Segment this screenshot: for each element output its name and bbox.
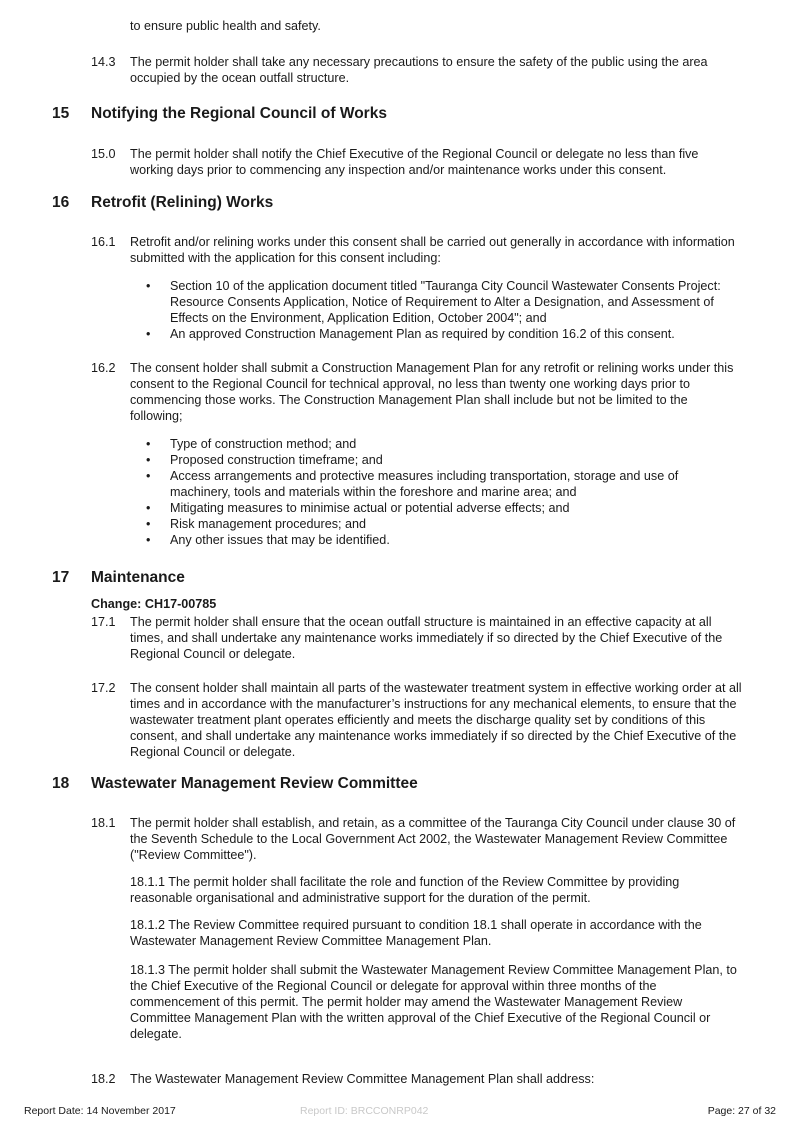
bullet-glyph: • bbox=[146, 469, 151, 483]
clause-number: 16.2 bbox=[91, 361, 116, 375]
section-heading: Wastewater Management Review Committee bbox=[91, 775, 418, 792]
clause-number: 15.0 bbox=[91, 147, 116, 161]
clause-number: 17.2 bbox=[91, 681, 116, 695]
list-item-text: Any other issues that may be identified. bbox=[170, 533, 390, 547]
section-heading: Retrofit (Relining) Works bbox=[91, 194, 274, 211]
list-item-text: Type of construction method; and bbox=[170, 437, 357, 451]
list-item-text: An approved Construction Management Plan as required by condition 16.2 of this consent. bbox=[170, 327, 675, 341]
subclause-text: 18.1.3 The permit holder shall submit the Wastewater Management Review Committee Management Plan, to the Chief Executive of the Regional Council or delegate for approval within three months of the commencement of this permit. The permit holder may amend the Wastewater Management Review Committee Management Plan with the written approval of the Chief Executive of the Regional Council or delegate. bbox=[130, 963, 737, 1041]
bullet-glyph: • bbox=[146, 327, 151, 341]
list-item-text: Access arrangements and protective measures including transportation, storage and use of machinery, tools and materials within the foreshore and marine area; and bbox=[170, 469, 679, 499]
bullet-glyph: • bbox=[146, 453, 151, 467]
bullet-glyph: • bbox=[146, 517, 151, 531]
clause-text: The consent holder shall submit a Construction Management Plan for any retrofit or relining works under this consent to the Regional Council for technical approval, no less than twenty one working days prior to commencing those works. The Construction Management Plan shall include but not be limited to the following; bbox=[130, 361, 734, 423]
bullet-list bbox=[146, 436, 726, 548]
clause-number: 17.1 bbox=[91, 615, 116, 629]
clause-text: The consent holder shall maintain all parts of the wastewater treatment system in effective working order at all times and in accordance with the manufacturer’s instructions for any mechanical elements, to ensure that the wastewater treatment plant operates efficiently and meets the discharge quality set by conditions of this consent, and shall undertake any maintenance works immediately if so directed by the Chief Executive of the Regional Council or delegate. bbox=[130, 681, 742, 759]
list-item bbox=[146, 326, 726, 342]
section-heading: Notifying the Regional Council of Works bbox=[91, 105, 387, 122]
list-item-text: Risk management procedures; and bbox=[170, 517, 367, 531]
footer-report-date: Report Date: 14 November 2017 bbox=[24, 1105, 176, 1117]
section-heading: Maintenance bbox=[91, 569, 185, 586]
list-item-text: Proposed construction timeframe; and bbox=[170, 453, 383, 467]
clause-text: Retrofit and/or relining works under this consent shall be carried out generally in accordance with information submitted with the application for this consent including: bbox=[130, 235, 735, 265]
list-item bbox=[146, 468, 726, 500]
clause-text: The permit holder shall ensure that the ocean outfall structure is maintained in an effective capacity at all times, and shall undertake any maintenance works immediately if so directed by the Chief Executive of the Regional Council or delegate. bbox=[130, 615, 723, 661]
footer-page-number: Page: 27 of 32 bbox=[707, 1105, 776, 1117]
section-number: 15 bbox=[52, 105, 70, 122]
section-number: 17 bbox=[52, 569, 70, 586]
clause-text: The Wastewater Management Review Committee Management Plan shall address: bbox=[130, 1072, 595, 1086]
clause-number: 16.1 bbox=[91, 235, 116, 249]
list-item bbox=[146, 436, 726, 452]
list-item bbox=[146, 500, 726, 516]
bullet-glyph: • bbox=[146, 533, 151, 547]
section-number: 16 bbox=[52, 194, 70, 211]
clause-text: The permit holder shall establish, and retain, as a committee of the Tauranga City Council under clause 30 of the Seventh Schedule to the Local Government Act 2002, the Wastewater Management Review Committee ("Review Committee"). bbox=[130, 816, 736, 862]
clause-text: The permit holder shall take any necessary precautions to ensure the safety of the public using the area occupied by the ocean outfall structure. bbox=[130, 55, 708, 85]
bullet-list bbox=[146, 278, 726, 342]
list-item bbox=[146, 278, 726, 326]
list-item-text: Mitigating measures to minimise actual or potential adverse effects; and bbox=[170, 501, 570, 515]
list-item-text: Section 10 of the application document titled "Tauranga City Council Wastewater Consents Project: Resource Consents Application, Notice of Requirement to Alter a Designation, and Assessment of Effects on the Environment, Application Edition, October 2004"; and bbox=[170, 279, 721, 325]
list-item bbox=[146, 516, 726, 532]
subclause-text: 18.1.2 The Review Committee required pursuant to condition 18.1 shall operate in accordance with the Wastewater Management Review Committee Management Plan. bbox=[130, 918, 702, 948]
continuation-text: to ensure public health and safety. bbox=[130, 19, 321, 33]
clause-number: 18.1 bbox=[91, 816, 116, 830]
clause-number: 18.2 bbox=[91, 1072, 116, 1086]
list-item bbox=[146, 532, 726, 548]
section-number: 18 bbox=[52, 775, 70, 792]
bullet-glyph: • bbox=[146, 279, 151, 293]
list-item bbox=[146, 452, 726, 468]
subclause-text: 18.1.1 The permit holder shall facilitate the role and function of the Review Committee by providing reasonable organisational and administrative support for the duration of the permit. bbox=[130, 875, 680, 905]
bullet-glyph: • bbox=[146, 437, 151, 451]
change-reference: Change: CH17-00785 bbox=[91, 597, 217, 611]
bullet-glyph: • bbox=[146, 501, 151, 515]
clause-number: 14.3 bbox=[91, 55, 116, 69]
clause-text: The permit holder shall notify the Chief Executive of the Regional Council or delegate no less than five working days prior to commencing any inspection and/or maintenance works under this consent. bbox=[130, 147, 699, 177]
footer-report-id: Report ID: BRCCONRP042 bbox=[300, 1105, 429, 1117]
